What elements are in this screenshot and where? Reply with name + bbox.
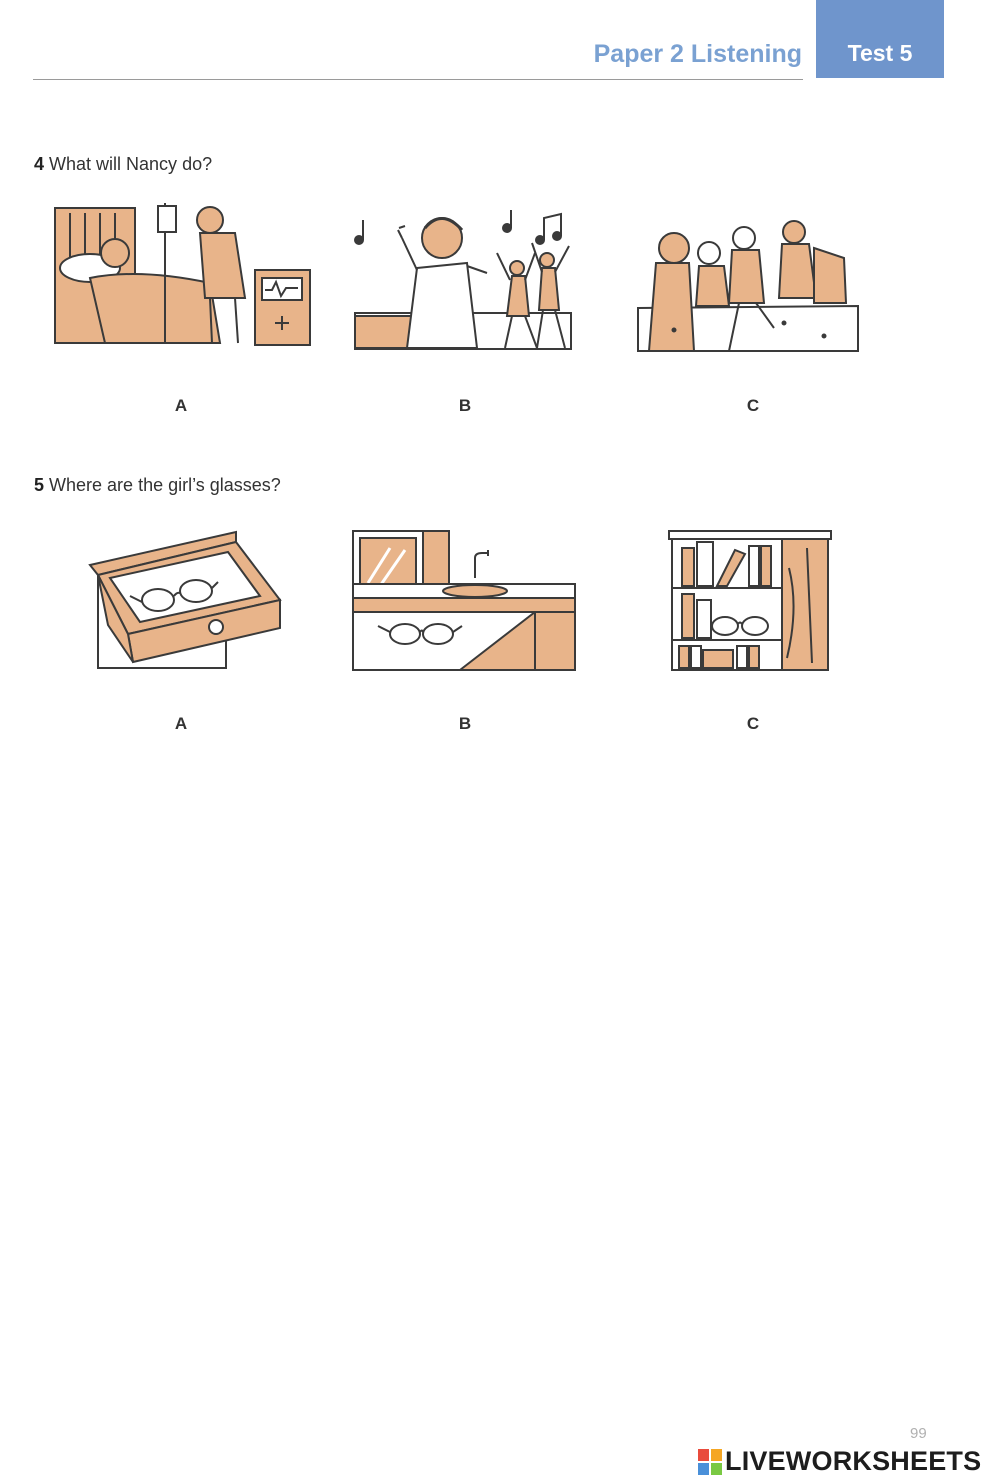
option-label: C <box>746 714 760 733</box>
party-dancing-image[interactable] <box>347 198 577 355</box>
test-tab-label: Test 5 <box>847 40 913 66</box>
option-label: A <box>174 396 188 415</box>
hospital-visit-image[interactable] <box>50 198 315 353</box>
question-text: Where are the girl’s glasses? <box>49 475 281 495</box>
question-number: 4 <box>34 154 45 174</box>
section-title: Paper 2 Listening <box>593 40 802 68</box>
question-number: 5 <box>34 475 45 495</box>
glasses-in-drawer-image[interactable] <box>88 530 284 672</box>
glasses-on-kitchen-counter-image[interactable] <box>350 528 578 672</box>
brand-name: LIVEWORKSHEETS <box>725 1446 982 1476</box>
logo-icon <box>698 1449 722 1475</box>
friends-sitting-on-wall-image[interactable] <box>634 218 862 355</box>
question-5 <box>34 475 281 496</box>
glasses-on-bookshelf-image[interactable] <box>667 528 833 673</box>
question-text: What will Nancy do? <box>49 154 213 174</box>
option-label: B <box>458 396 472 415</box>
option-label: B <box>458 714 472 733</box>
test-tab <box>816 0 944 78</box>
question-4 <box>34 154 212 175</box>
option-label: A <box>174 714 188 733</box>
header-divider <box>33 79 803 80</box>
page-number: 99 <box>910 1425 927 1442</box>
liveworksheets-logo <box>698 1446 981 1477</box>
option-label: C <box>746 396 760 415</box>
